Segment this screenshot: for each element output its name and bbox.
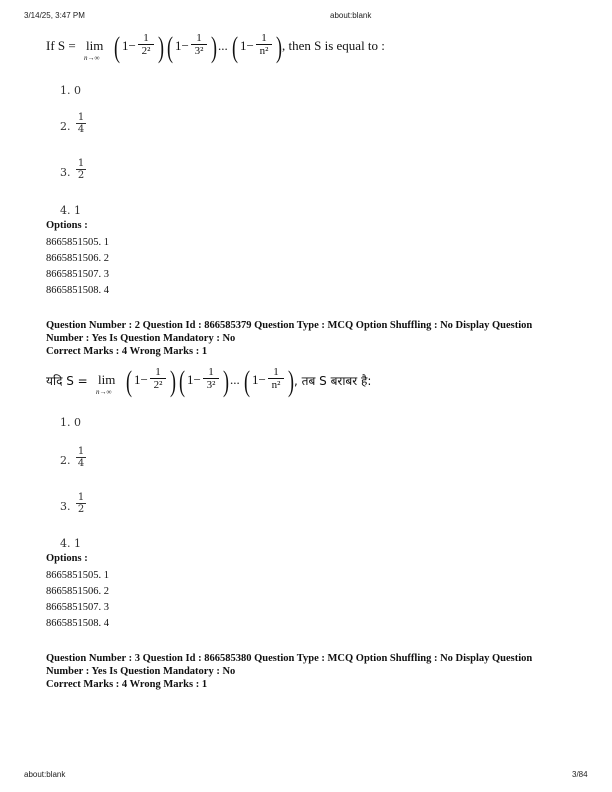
one-minus: 1− xyxy=(252,372,266,387)
q1-suffix: , then S is equal to : xyxy=(282,38,385,53)
q1-option-1: 1. 0 xyxy=(60,84,81,97)
q2-option-2-label: 2. xyxy=(60,454,71,467)
ellipsis: ... xyxy=(230,372,240,387)
q1-option-2-fraction: 1 4 xyxy=(77,112,85,135)
lim-sub: n→∞ xyxy=(84,54,100,62)
one-minus: 1− xyxy=(187,372,201,387)
q1-option-code: 8665851506. 2 xyxy=(46,253,109,264)
frac-num: 1 xyxy=(208,366,214,378)
ellipsis: ... xyxy=(218,38,228,53)
one-minus: 1− xyxy=(240,38,254,53)
q2-option-code: 8665851508. 4 xyxy=(46,618,109,629)
q3-marks: Correct Marks : 4 Wrong Marks : 1 xyxy=(46,679,208,690)
print-url-header: about:blank xyxy=(330,11,372,20)
frac-num: 1 xyxy=(196,32,202,44)
q2-option-3-label: 3. xyxy=(60,500,71,513)
paren-open: ( xyxy=(179,365,185,398)
print-datetime: 3/14/25, 3:47 PM xyxy=(24,11,85,20)
frac-den: 2² xyxy=(141,45,151,57)
q2-option-4: 4. 1 xyxy=(60,537,81,550)
frac-n xyxy=(268,366,284,392)
paren-open: ( xyxy=(244,365,250,398)
q1-options-label: Options : xyxy=(46,220,88,231)
one-minus: 1− xyxy=(175,38,189,53)
q2-option-2-fraction: 1 4 xyxy=(77,446,85,469)
q1-expression xyxy=(46,30,606,70)
frac-n xyxy=(256,32,272,58)
paren-close: ) xyxy=(211,31,217,64)
q2-prefix: यदि S = xyxy=(46,374,88,388)
q2-expression xyxy=(46,364,606,404)
q1-option-3-fraction: 1 2 xyxy=(77,158,85,181)
paren-open: ( xyxy=(114,31,120,64)
lim-sub: n→∞ xyxy=(96,388,112,396)
q2-options-label: Options : xyxy=(46,553,88,564)
q1-option-code: 8665851507. 3 xyxy=(46,269,109,280)
frac-den: 3² xyxy=(206,379,216,391)
page-number: 3/84 xyxy=(572,770,588,779)
frac-2 xyxy=(191,32,207,58)
frac-2 xyxy=(203,366,219,392)
frac-num: 1 xyxy=(155,366,161,378)
q2-option-1: 1. 0 xyxy=(60,416,81,429)
paren-close: ) xyxy=(158,31,164,64)
q2-meta-line1: Question Number : 2 Question Id : 866585379 Question Type : MCQ Option Shuffling : No Display Question xyxy=(46,320,533,331)
frac-den: n² xyxy=(259,45,269,57)
q2-option-code: 8665851505. 1 xyxy=(46,570,109,581)
frac-num: 1 xyxy=(273,366,279,378)
frac-1 xyxy=(138,32,154,58)
one-minus: 1− xyxy=(134,372,148,387)
q2-option-3-fraction: 1 2 xyxy=(77,492,85,515)
q2-option-code: 8665851507. 3 xyxy=(46,602,109,613)
one-minus: 1− xyxy=(122,38,136,53)
q1-prefix: If S = xyxy=(46,38,76,53)
lim-text: lim xyxy=(98,372,116,387)
q2-suffix: , तब S बराबर है: xyxy=(294,374,372,388)
q1-option-4: 4. 1 xyxy=(60,204,81,217)
paren-open: ( xyxy=(232,31,238,64)
paren-close: ) xyxy=(223,365,229,398)
paren-open: ( xyxy=(126,365,132,398)
frac-num: 1 xyxy=(143,32,149,44)
paren-close: ) xyxy=(288,365,294,398)
q2-marks: Correct Marks : 4 Wrong Marks : 1 xyxy=(46,346,208,357)
lim-text: lim xyxy=(86,38,104,53)
frac-num: 1 xyxy=(261,32,267,44)
q1-option-3-label: 3. xyxy=(60,166,71,179)
q1-option-code: 8665851505. 1 xyxy=(46,237,109,248)
frac-1 xyxy=(150,366,166,392)
q1-option-code: 8665851508. 4 xyxy=(46,285,109,296)
print-url-footer: about:blank xyxy=(24,770,66,779)
q3-meta-line2: Number : Yes Is Question Mandatory : No xyxy=(46,666,236,677)
q1-option-2-label: 2. xyxy=(60,120,71,133)
paren-close: ) xyxy=(276,31,282,64)
q3-meta-line1: Question Number : 3 Question Id : 866585380 Question Type : MCQ Option Shuffling : No Display Question xyxy=(46,653,533,664)
frac-den: 2² xyxy=(153,379,163,391)
frac-den: n² xyxy=(271,379,281,391)
paren-close: ) xyxy=(170,365,176,398)
q2-meta-line2: Number : Yes Is Question Mandatory : No xyxy=(46,333,236,344)
frac-den: 3² xyxy=(194,45,204,57)
paren-open: ( xyxy=(167,31,173,64)
q2-option-code: 8665851506. 2 xyxy=(46,586,109,597)
